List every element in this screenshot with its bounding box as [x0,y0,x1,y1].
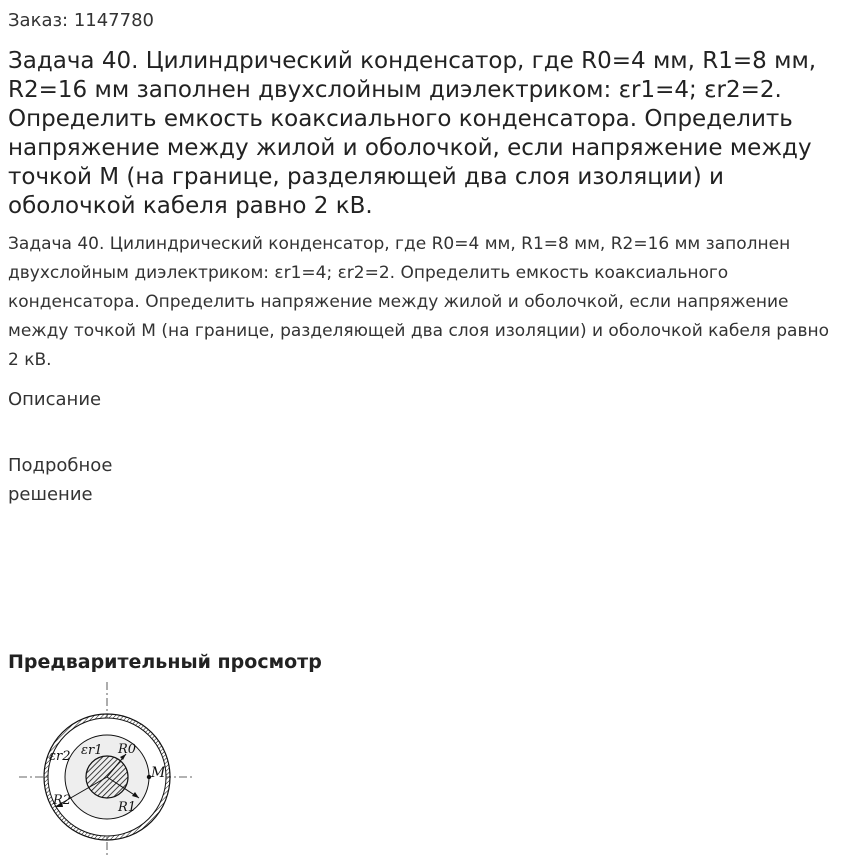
r0-label: R0 [118,742,137,757]
r1-label: R1 [118,800,137,815]
preview-figure[interactable] [15,680,200,860]
task-description: Задача 40. Цилиндрический конденсатор, где R0=4 мм, R1=8 мм, R2=16 мм заполнен двухслойным диэлектриком: εr1=4; εr2=2. Определить емкость коаксиального конденсатора. Определить напряжение между жилой и оболочкой, если напряжение между точкой М (на границе, разделяющей два слоя изоляции) и оболочкой кабеля равно 2 кВ. [8,234,830,370]
order-number: Заказ: 1147780 [8,10,154,31]
r2-label: R2 [53,793,72,808]
coaxial-capacitor-diagram [15,680,200,860]
task-title: Задача 40. Цилиндрический конденсатор, где R0=4 мм, R1=8 мм, R2=16 мм заполнен двухслойным диэлектриком: εr1=4; εr2=2. Определить емкость коаксиального конденсатора. Определить напряжение между жилой и оболочкой, если напряжение между точкой M (на границе, разделяющей два слоя изоляции) и оболочкой кабеля равно 2 кВ. [8,48,817,219]
eps-r2-label: εr2 [49,749,71,764]
eps-r1-label: εr1 [81,743,103,758]
point-m-label: M [151,765,166,781]
description-label: Описание [8,389,102,410]
solution-label: Подробное решение [8,455,113,505]
preview-title: Предварительный просмотр [8,651,322,673]
